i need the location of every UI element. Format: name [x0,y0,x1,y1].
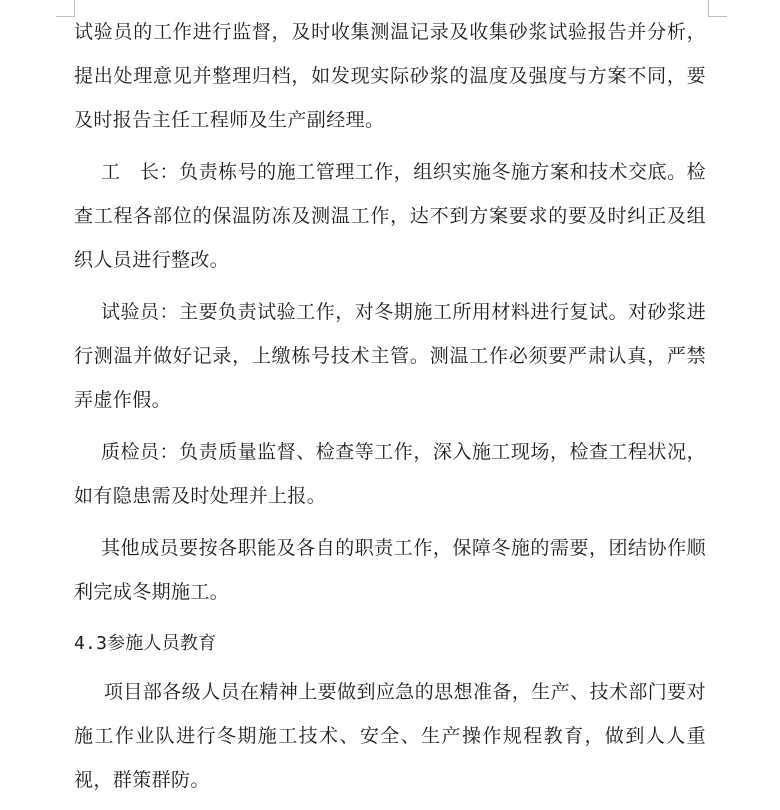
section-heading: 4.3参施人员教育 [74,633,217,654]
page-corner-mark-left [56,0,75,17]
page-corner-mark-right [708,0,727,17]
paragraph-other-members: 其他成员要按各职能及各自的职责工作，保障冬施的需要，团结协作顺利完成冬期施工。 [74,537,706,603]
document-body [74,10,706,810]
paragraph-education: 项目部各级人员在精神上要做到应急的思想准备，生产、技术部门要对施工作业队进行冬期施工技术、安全、生产操作规程教育，做到人人重视，群策群防。 [74,681,706,791]
paragraph-tester: 试验员：主要负责试验工作，对冬期施工所用材料进行复试。对砂浆进行测温并做好记录，上缴栋号技术主管。测温工作必须要严肃认真，严禁弄虚作假。 [74,301,706,411]
paragraph-foreman: 工 长：负责栋号的施工管理工作，组织实施冬施方案和技术交底。检查工程各部位的保温防冻及测温工作，达不到方案要求的要及时纠正及组织人员进行整改。 [74,161,706,271]
paragraph-quality-inspector: 质检员：负责质量监督、检查等工作，深入施工现场，检查工程状况，如有隐患需及时处理并上报。 [74,441,706,507]
paragraph-supervision: 试验员的工作进行监督，及时收集测温记录及收集砂浆试验报告并分析，提出处理意见并整理归档，如发现实际砂浆的温度及强度与方案不同，要及时报告主任工程师及生产副经理。 [74,21,706,131]
